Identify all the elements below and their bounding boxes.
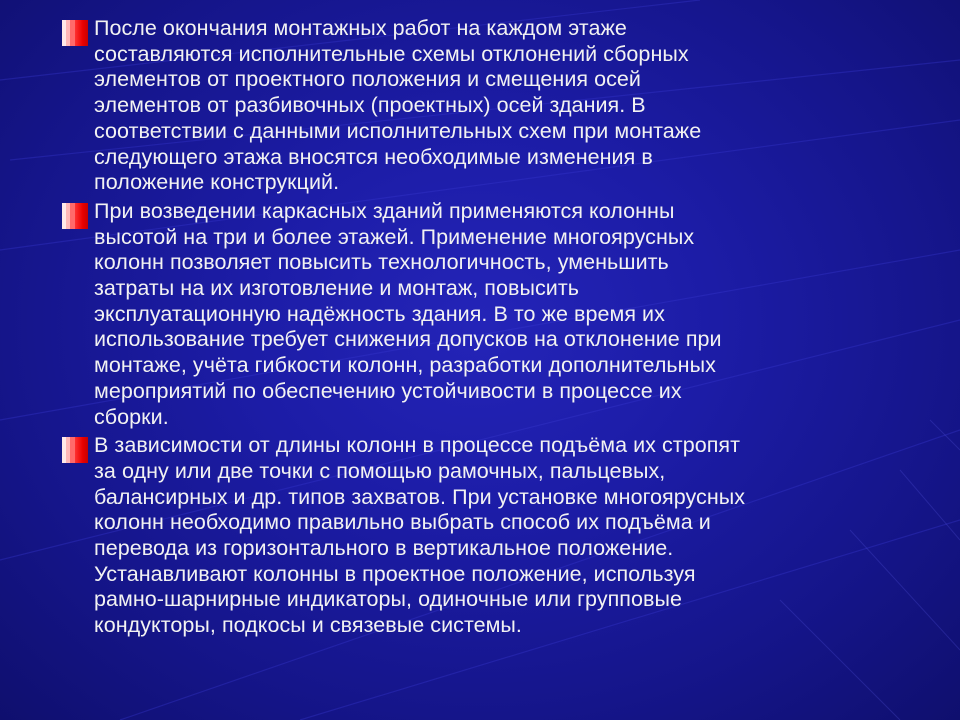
bullet-item [62, 433, 922, 639]
bullet-text: В зависимости от длины колонн в процессе подъёма их стропят за одну или две точки с помощью рамочных, пальцевых, балансирных и др. типов захватов. При установке многоярусных колонн необходимо правильно выбрать способ их подъёма и перевода из горизонтального в вертикальное положение. Устанавливают колонны в проектное положение, используя рамно-шарнирные индикаторы, одиночные или групповые кондукторы, подкосы и связевые системы. [94, 433, 746, 638]
bullet-text: После окончания монтажных работ на каждом этаже составляются исполнительные схемы отклонений сборных элементов от проектного положения и смещения осей элементов от разбивочных (проектных) осей здания. В соответствии с данными исполнительных схем при монтаже следующего этажа вносятся необходимые изменения в положение конструкций. [94, 16, 702, 195]
red-square-bullet-icon [62, 437, 88, 463]
bullet-item [62, 16, 922, 196]
bullet-text: При возведении каркасных зданий применяются колонны высотой на три и более этажей. Применение многоярусных колонн позволяет повысить технологичность, уменьшить затраты на их изготовление и монтаж, повысить эксплуатационную надёжность здания. В то же время их использование требует снижения допусков на отклонение при монтаже, учёта гибкости колонн, разработки дополнительных мероприятий по обеспечению устойчивости в процессе их сборки. [94, 198, 722, 429]
bullet-item [62, 199, 922, 430]
red-square-bullet-icon [62, 203, 88, 229]
slide-content [62, 16, 922, 642]
red-square-bullet-icon [62, 20, 88, 46]
